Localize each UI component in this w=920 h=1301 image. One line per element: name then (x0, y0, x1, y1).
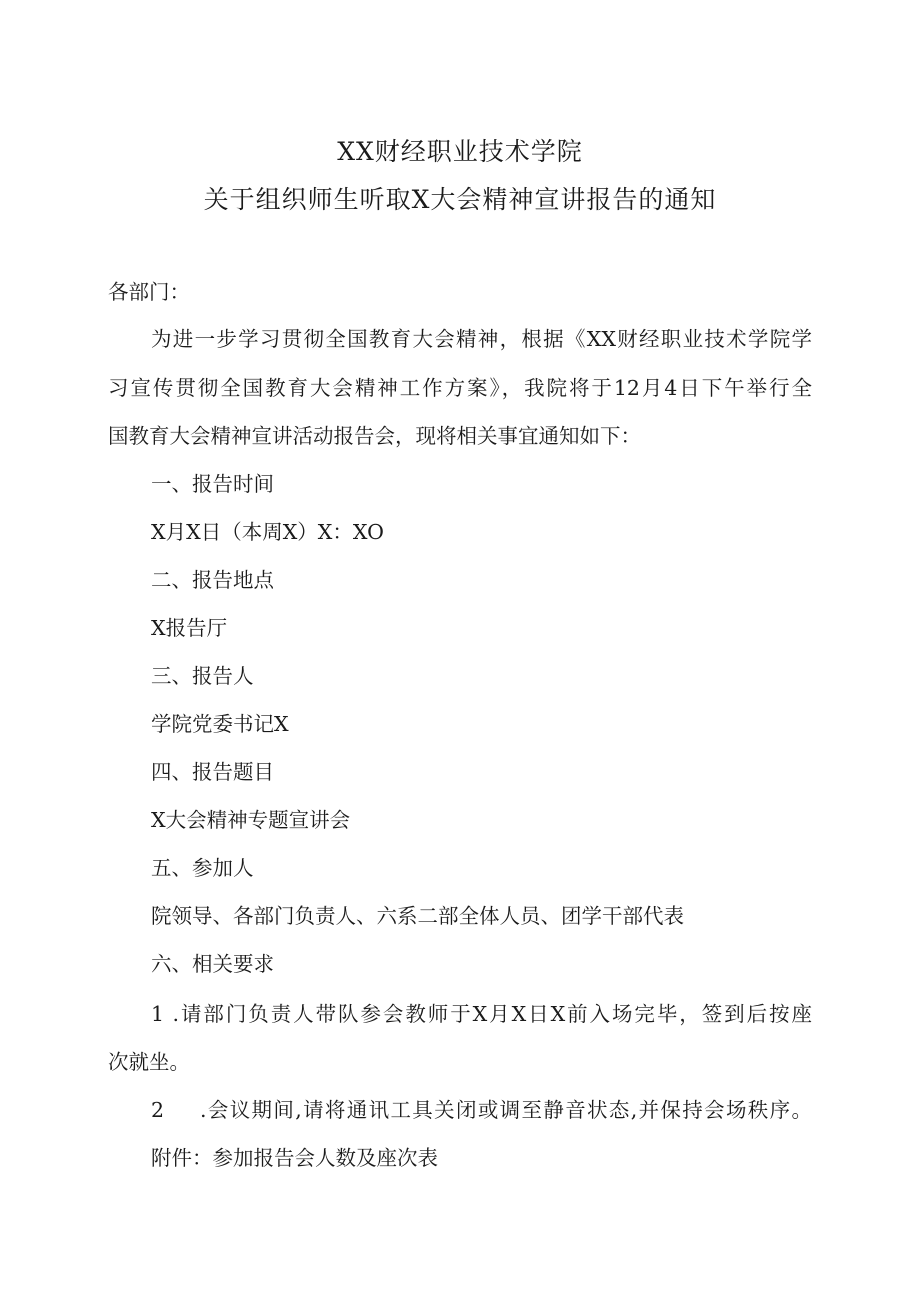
requirement-item-1-line-2: 次就坐。 (108, 1050, 190, 1074)
section-heading-attendees: 五、参加人 (151, 856, 254, 880)
section-content-topic: X大会精神专题宣讲会 (151, 808, 351, 832)
intro-line-1: 为进一步学习贯彻全国教育大会精神，根据《XX财经职业技术学院学 (151, 327, 812, 351)
section-content-location: X报告厅 (151, 616, 228, 640)
section-heading-requirements: 六、相关要求 (151, 952, 274, 976)
section-content-time: X月X日（本周X）X：XO (151, 520, 384, 544)
requirement-item-2-number: 2 (151, 1098, 165, 1122)
document-title-institution: XX财经职业技术学院 (337, 137, 583, 166)
section-heading-speaker: 三、报告人 (151, 664, 254, 688)
section-heading-topic: 四、报告题目 (151, 760, 274, 784)
section-content-attendees: 院领导、各部门负责人、六系二部全体人员、团学干部代表 (151, 904, 684, 928)
requirement-item-2-text: .会议期间,请将通讯工具关闭或调至静音状态,并保持会场秩序。 (200, 1098, 812, 1122)
section-heading-location: 二、报告地点 (151, 568, 274, 592)
section-content-speaker: 学院党委书记X (151, 712, 289, 736)
requirement-item-1-line-1: 1 .请部门负责人带队参会教师于X月X日X前入场完毕，签到后按座 (151, 1002, 812, 1026)
attachment-note: 附件：参加报告会人数及座次表 (151, 1146, 438, 1170)
intro-line-2: 习宣传贯彻全国教育大会精神工作方案》，我院将于12月4日下午举行全 (108, 376, 812, 400)
section-heading-time: 一、报告时间 (151, 472, 274, 496)
salutation: 各部门： (108, 280, 190, 304)
document-title-subject: 关于组织师生听取X大会精神宣讲报告的通知 (203, 185, 717, 214)
intro-line-3: 国教育大会精神宣讲活动报告会，现将相关事宜通知如下： (108, 424, 641, 448)
